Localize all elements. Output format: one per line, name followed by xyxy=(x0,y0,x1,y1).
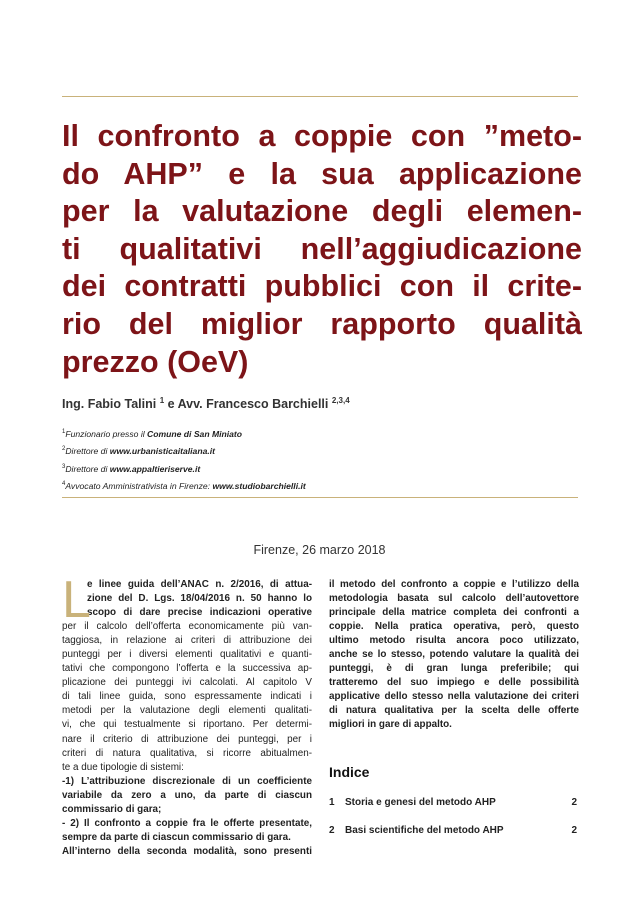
index-entry-number: 2 xyxy=(329,825,335,836)
text-line: di natura qualitativa per la scelta delle offerte xyxy=(329,705,579,717)
text-line: tativi che compongono l’offerta e la successiva ap- xyxy=(62,663,312,675)
text-line: te a due tipologie di sistemi: xyxy=(62,761,184,773)
text-line: di tali linee guida, sono espressamente indicati i xyxy=(62,691,312,703)
footnote xyxy=(62,442,562,459)
text-line: migliori in gare di appalto. xyxy=(329,719,452,731)
index-entry[interactable] xyxy=(329,825,577,836)
title-line: per la valutazione degli elemen- xyxy=(62,194,582,229)
title-line: Il confronto a coppie con ”meto- xyxy=(62,119,582,153)
footnote xyxy=(62,477,562,494)
text-line: -1) L’attribuzione discrezionale di un coefficiente xyxy=(62,775,312,787)
text-line: metodi per la valutazione degli elementi qualitati- xyxy=(62,705,312,717)
author-1: Ing. Fabio Talini xyxy=(62,397,157,412)
drop-cap: L xyxy=(62,571,91,629)
index-entry-number: 1 xyxy=(329,797,335,808)
text-line: taggiosa, in relazione ai criteri di attribuzione dei xyxy=(62,635,312,647)
text-line: commissario di gara; xyxy=(62,803,162,815)
title-line: prezzo (OeV) xyxy=(62,344,249,379)
text-line: e linee guida dell’ANAC n. 2/2016, di attua- xyxy=(87,579,312,590)
text-line: principale della matrice completa dei confronti a xyxy=(329,607,579,619)
text-line: punteggi, è di gran lunga preferibile; qui xyxy=(329,663,579,675)
text-line: coppie. Nella pratica operativa, però, questo xyxy=(329,621,579,633)
right-column xyxy=(329,578,579,733)
author-2-footnote-ref: 2,3,4 xyxy=(331,396,350,405)
left-column xyxy=(62,571,312,859)
text-line: vi, che qui testualmente si riportano. Per determi- xyxy=(62,719,312,731)
footnote-number: 1 xyxy=(62,429,66,435)
footnote-text: Direttore di xyxy=(65,463,110,474)
footnote-text: Avvocato Amministrativista in Firenze: xyxy=(65,480,213,491)
text-line: All’interno della seconda modalità, sono presenti xyxy=(62,845,312,857)
text-line: tratteremo del suo impiego e delle possibilità xyxy=(329,677,579,689)
author-1-footnote-ref: 1 xyxy=(159,396,165,405)
text-line: anche se lo stesso, potendo valutare la qualità dei xyxy=(329,649,579,661)
footnote-number: 4 xyxy=(62,481,66,488)
text-line: ultimo metodo risulta ancora poco utilizzato, xyxy=(329,635,579,647)
footnote-link[interactable]: www.appaltieriserve.it xyxy=(109,463,201,474)
title-line: dei contratti pubblici con il crite- xyxy=(62,269,582,304)
index-entry-page: 2 xyxy=(571,797,577,808)
footnote xyxy=(62,460,562,477)
footnote-number: 3 xyxy=(62,463,66,470)
date-line: Firenze, 26 marzo 2018 xyxy=(253,543,386,557)
text-line: per il calcolo dell’offerta economicamente più van- xyxy=(62,621,312,633)
text-line: punteggi per i diversi elementi qualitativi e quanti- xyxy=(62,649,312,661)
index-heading: Indice xyxy=(329,764,370,780)
text-line: il metodo del confronto a coppie e l’utilizzo della xyxy=(329,579,579,590)
text-line: - 2) Il confronto a coppie fra le offerte presentate, xyxy=(62,817,312,829)
index-entry-label: Basi scientifiche del metodo AHP xyxy=(345,825,504,836)
text-line: zione del D. Lgs. 18/04/2016 n. 50 hanno lo xyxy=(87,593,312,605)
top-rule xyxy=(62,96,578,97)
footnote-number: 2 xyxy=(62,446,66,453)
text-line: variabile da zero a uno, da parte di ciascun xyxy=(62,789,312,801)
footnote-text: Funzionario presso il xyxy=(65,428,148,439)
text-line: scopo di dare precise indicazioni operative xyxy=(87,607,312,619)
text-line: sempre da parte di ciascun commissario di gara. xyxy=(62,831,291,843)
text-line: plicazione dei punteggi ivi calcolati. Al capitolo V xyxy=(62,677,312,689)
footnote-emphasis: Comune di San Miniato xyxy=(147,428,243,439)
author-2: e Avv. Francesco Barchielli xyxy=(167,397,329,412)
text-line: applicative dello stesso nella valutazione dei criteri xyxy=(329,691,579,703)
index-entry-label: Storia e genesi del metodo AHP xyxy=(345,797,496,808)
title-line: ti qualitativi nell’aggiudicazione xyxy=(62,231,582,266)
text-line: nare il criterio di attribuzione dei punteggi, per i xyxy=(62,733,312,745)
authors-line xyxy=(62,396,562,411)
title-line: do AHP” e la sua applicazione xyxy=(62,156,582,191)
title-line: rio del miglior rapporto qualità xyxy=(62,306,582,341)
index-entry-page: 2 xyxy=(571,825,577,836)
footnote-link[interactable]: www.urbanisticaitaliana.it xyxy=(109,446,215,457)
footnote-link[interactable]: www.studiobarchielli.it xyxy=(212,480,306,491)
index-entry[interactable] xyxy=(329,797,577,808)
author-footnotes xyxy=(62,425,562,494)
footnote xyxy=(62,425,562,442)
footnote-text: Direttore di xyxy=(65,446,110,457)
text-line: metodologia basata sul calcolo dell’autovettore xyxy=(329,593,579,605)
mid-rule xyxy=(62,497,578,498)
document-title xyxy=(62,118,582,381)
text-line: criteri di natura qualitativa, si ricorre abitualmen- xyxy=(62,747,312,759)
